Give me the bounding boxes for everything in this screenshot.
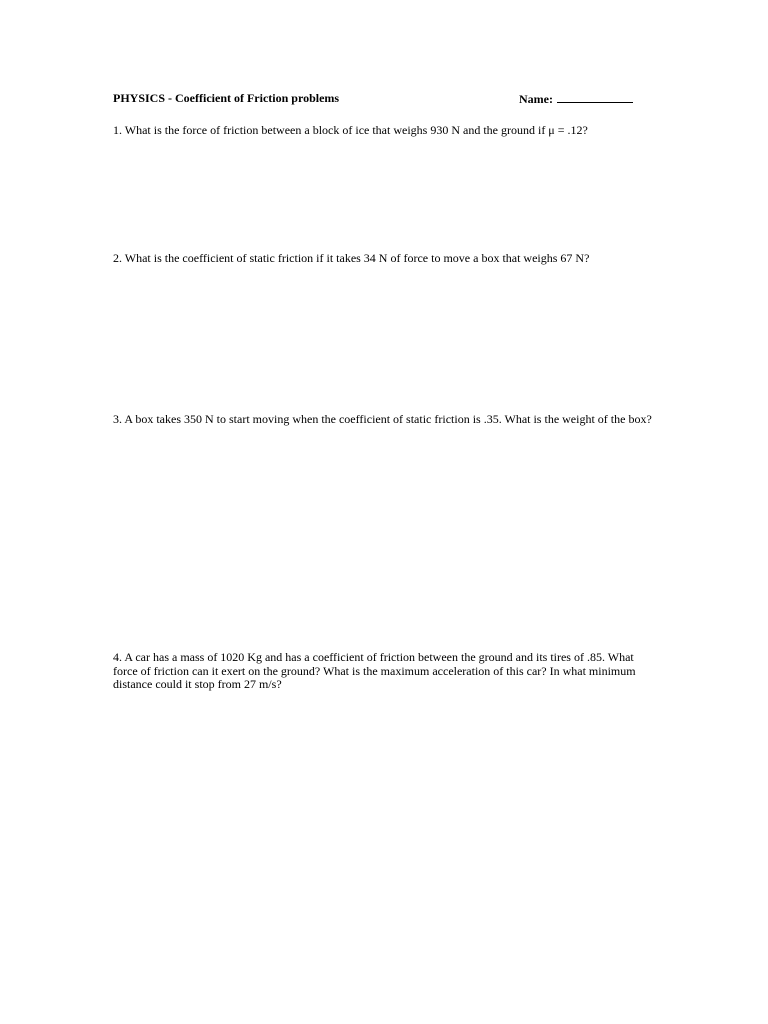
name-field <box>519 90 633 107</box>
name-blank-line <box>557 90 633 103</box>
question-1: 1. What is the force of friction between a block of ice that weighs 930 N and the ground if μ = .12? <box>113 123 588 137</box>
question-4: 4. A car has a mass of 1020 Kg and has a coefficient of friction between the ground and its tires of .85. What force of friction can it exert on the ground? What is the maximum acceleration of this car? In what minimum distance could it stop from 27 m/s? <box>113 650 636 691</box>
question-2: 2. What is the coefficient of static friction if it takes 34 N of force to move a box that weighs 67 N? <box>113 251 590 265</box>
name-label: Name: <box>519 92 553 106</box>
question-3: 3. A box takes 350 N to start moving when the coefficient of static friction is .35. What is the weight of the box? <box>113 412 652 426</box>
worksheet-header <box>113 90 653 106</box>
page-title: PHYSICS - Coefficient of Friction problems <box>113 91 340 105</box>
